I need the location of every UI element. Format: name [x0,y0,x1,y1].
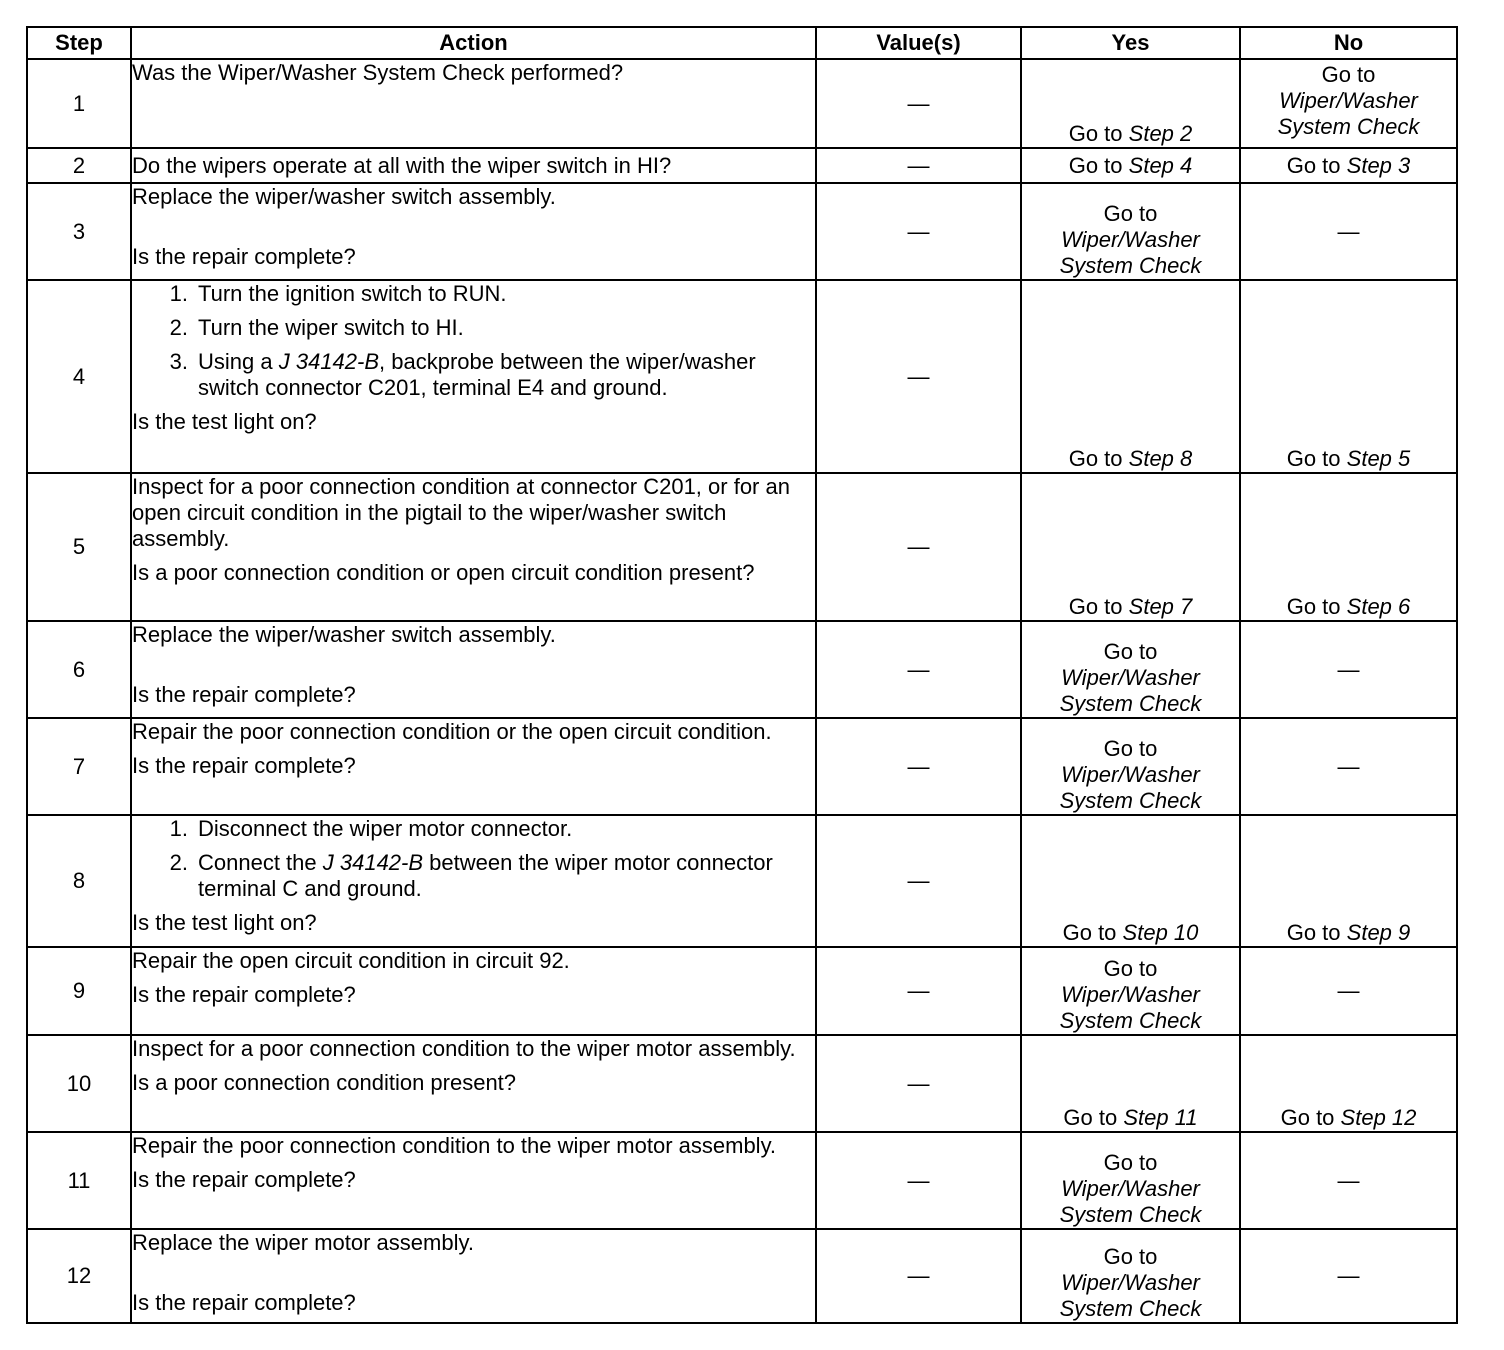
action-text: Replace the wiper motor assembly. [132,1230,474,1255]
action-question: Is the repair complete? [132,682,356,707]
no-cell [1240,947,1457,1035]
table-row [27,621,1457,718]
check-line-1: Wiper/Washer [1061,665,1200,690]
table-row [27,148,1457,183]
goto-text: Go to [1321,62,1376,87]
yes-cell [1021,718,1240,815]
check-line-2: System Check [1059,788,1202,813]
action-cell [131,718,816,815]
yes-cell [1021,183,1240,280]
goto-text: Go to [1103,201,1158,226]
table-row [27,1229,1457,1323]
action-cell [131,148,816,183]
goto-text: Go to [1103,1244,1158,1269]
yes-cell [1021,947,1240,1035]
table-row [27,718,1457,815]
check-line-1: Wiper/Washer [1061,1176,1200,1201]
dash: — [907,753,930,779]
dash: — [907,90,930,116]
check-line-1: Wiper/Washer [1061,982,1200,1007]
value-cell [816,947,1021,1035]
goto-text: Go to [1103,639,1158,664]
dash: — [1337,978,1360,1003]
goto-text: Go to [1103,956,1158,981]
goto-step: Step 5 [1346,446,1411,471]
table-row [27,473,1457,621]
goto-step: Step 4 [1128,152,1193,178]
goto-step: Step 3 [1346,152,1411,178]
action-cell [131,473,816,621]
action-text: Replace the wiper/washer switch assembly. [132,184,556,209]
value-cell [816,1132,1021,1229]
check-line-1: Wiper/Washer [1279,88,1418,113]
goto-text: Go to [1063,1105,1118,1130]
value-cell [816,1035,1021,1132]
yes-cell [1021,473,1240,621]
dash: — [907,218,930,244]
value-cell [816,815,1021,947]
goto-text: Go to [1286,446,1341,471]
value-cell [816,621,1021,718]
no-cell [1240,621,1457,718]
step-number: 1 [27,59,131,148]
goto-step: Step 10 [1122,920,1199,945]
no-cell [1240,148,1457,183]
check-line-1: Wiper/Washer [1061,762,1200,787]
dash: — [907,152,930,178]
check-line-2: System Check [1059,691,1202,716]
tool-name: J 34142-B [278,349,380,374]
step-number: 11 [27,1132,131,1229]
list-item: 3. Using a J 34142-B, backprobe between the wiper/washer switch connector C201, terminal E4 and ground. [169,349,756,400]
action-question: Is the test light on? [132,409,317,434]
action-question: Is a poor connection condition present? [132,1070,517,1095]
action-cell [131,1229,816,1323]
table-row [27,1035,1457,1132]
goto-text: Go to [1103,736,1158,761]
header-step: Step [27,27,131,59]
yes-cell [1021,59,1240,148]
goto-text: Go to [1068,446,1123,471]
table-row [27,947,1457,1035]
goto-step: Step 11 [1123,1105,1198,1130]
value-cell [816,59,1021,148]
list-text: Turn the ignition switch to RUN. [198,281,507,306]
diagnostic-table [26,26,1458,1324]
list-item: 2. Turn the wiper switch to HI. [169,315,464,340]
action-text: Replace the wiper/washer switch assembly. [132,622,556,647]
step-number: 10 [27,1035,131,1132]
list-item: 1. Turn the ignition switch to RUN. [169,281,507,306]
check-line-2: System Check [1277,114,1420,139]
dash: — [1337,656,1360,682]
dash: — [907,1263,930,1288]
action-question: Is the repair complete? [132,1167,356,1192]
step-number: 5 [27,473,131,621]
check-line-2: System Check [1059,1008,1202,1033]
action-cell [131,1035,816,1132]
list-item: 2. Connect the J 34142-B between the wiper motor connector terminal C and ground. [169,850,773,901]
table-row [27,59,1457,148]
goto-step: Step 6 [1346,594,1411,619]
list-text: Disconnect the wiper motor connector. [198,816,573,841]
action-text: Was the Wiper/Washer System Check performed? [132,60,624,85]
value-cell [816,718,1021,815]
action-text: Repair the poor connection condition or the open circuit condition. [132,719,772,744]
value-cell [816,280,1021,473]
table-row [27,815,1457,947]
goto-text: Go to [1286,594,1341,619]
no-cell [1240,59,1457,148]
goto-step: Step 2 [1128,121,1193,146]
check-line-2: System Check [1059,1202,1202,1227]
dash: — [907,1070,930,1096]
step-number: 7 [27,718,131,815]
action-text: Repair the open circuit condition in circuit 92. [132,948,570,973]
yes-cell [1021,1035,1240,1132]
dash: — [907,868,930,893]
goto-text: Go to [1103,1150,1158,1175]
step-number: 6 [27,621,131,718]
goto-text: Go to [1286,152,1341,178]
no-cell [1240,1132,1457,1229]
step-number: 9 [27,947,131,1035]
header-no: No [1240,27,1457,59]
goto-step: Step 12 [1340,1105,1417,1130]
list-text: , backprobe between the wiper/washer switch connector C201, terminal E4 and ground. [198,349,756,400]
value-cell [816,473,1021,621]
check-line-2: System Check [1059,1296,1202,1321]
goto-text: Go to [1068,121,1123,146]
action-text: Inspect for a poor connection condition to the wiper motor assembly. [132,1036,796,1061]
action-cell [131,183,816,280]
goto-step: Step 9 [1346,920,1411,945]
action-question: Is the test light on? [132,910,317,935]
dash: — [907,1167,930,1193]
step-number: 8 [27,815,131,947]
no-cell [1240,473,1457,621]
no-cell [1240,183,1457,280]
tool-name: J 34142-B [322,850,424,875]
action-question: Is the repair complete? [132,244,356,269]
list-text: between the wiper motor connector terminal C and ground. [198,850,773,901]
action-text: Do the wipers operate at all with the wiper switch in HI? [132,152,672,178]
dash: — [907,534,930,559]
no-cell [1240,1229,1457,1323]
yes-cell [1021,621,1240,718]
goto-text: Go to [1286,920,1341,945]
action-cell [131,815,816,947]
no-cell [1240,1035,1457,1132]
header-action: Action [131,27,816,59]
value-cell [816,183,1021,280]
check-line-1: Wiper/Washer [1061,1270,1200,1295]
header-yes: Yes [1021,27,1240,59]
action-cell [131,621,816,718]
yes-cell [1021,1229,1240,1323]
action-text: Repair the poor connection condition to the wiper motor assembly. [132,1133,777,1158]
goto-text: Go to [1062,920,1117,945]
yes-cell [1021,280,1240,473]
check-line-1: Wiper/Washer [1061,227,1200,252]
list-text: Turn the wiper switch to HI. [198,315,464,340]
step-number: 12 [27,1229,131,1323]
action-question: Is the repair complete? [132,1290,356,1315]
header-row [27,27,1457,59]
action-text: Inspect for a poor connection condition at connector C201, or for an open circuit condition in the pigtail to the wiper/washer switch assembly. [132,474,790,551]
table-row [27,280,1457,473]
list-text: Connect the [198,850,323,875]
action-cell [131,280,816,473]
yes-cell [1021,815,1240,947]
yes-cell [1021,1132,1240,1229]
value-cell [816,148,1021,183]
dash: — [1337,1167,1360,1193]
goto-text: Go to [1068,152,1123,178]
dash: — [907,363,930,389]
goto-text: Go to [1068,594,1123,619]
list-item: 1. Disconnect the wiper motor connector. [169,816,573,841]
dash: — [1337,753,1360,779]
list-text: Using a [198,349,279,374]
value-cell [816,1229,1021,1323]
action-question: Is a poor connection condition or open circuit condition present? [132,560,755,585]
action-cell [131,1132,816,1229]
dash: — [907,978,930,1003]
table-row [27,183,1457,280]
table-row [27,1132,1457,1229]
dash: — [1337,1263,1360,1288]
goto-text: Go to [1280,1105,1335,1130]
header-values: Value(s) [816,27,1021,59]
no-cell [1240,280,1457,473]
step-number: 3 [27,183,131,280]
action-cell [131,59,816,148]
action-question: Is the repair complete? [132,753,356,778]
action-cell [131,947,816,1035]
check-line-2: System Check [1059,253,1202,278]
dash: — [907,656,930,682]
no-cell [1240,815,1457,947]
dash: — [1337,218,1360,244]
step-number: 4 [27,280,131,473]
action-question: Is the repair complete? [132,982,356,1007]
goto-step: Step 7 [1128,594,1193,619]
goto-step: Step 8 [1128,446,1193,471]
no-cell [1240,718,1457,815]
step-number: 2 [27,148,131,183]
yes-cell [1021,148,1240,183]
